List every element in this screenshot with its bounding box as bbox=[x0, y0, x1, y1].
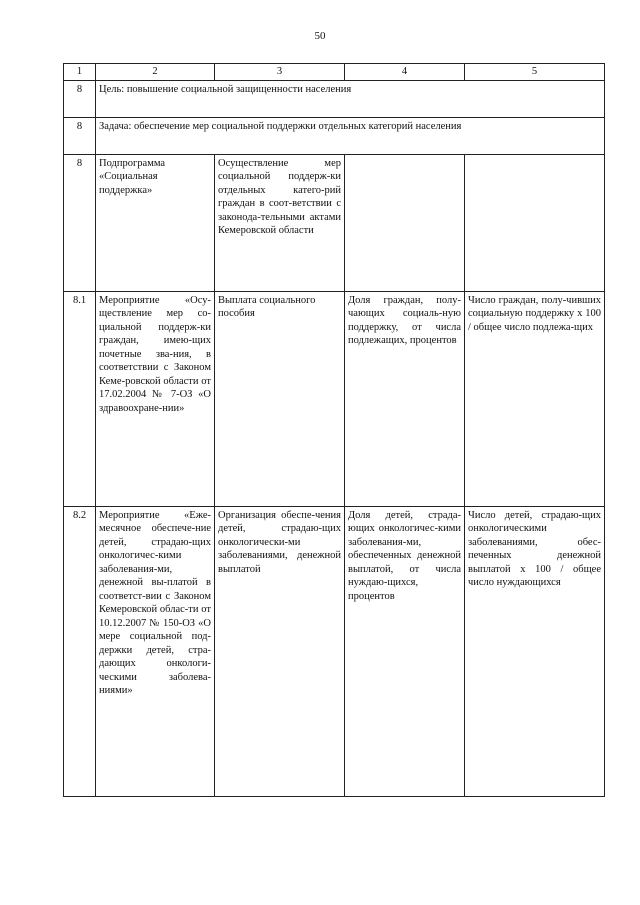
header-col-4: 4 bbox=[345, 64, 465, 81]
task-number: 8 bbox=[64, 117, 96, 154]
row-formula bbox=[465, 154, 605, 291]
row-indicator: Доля детей, страда-ющих онкологичес-кими заболевания-ми, обеспеченных денежной выплатой, от числа нуждаю-щихся, процентов bbox=[345, 506, 465, 796]
row-formula: Число детей, страдаю-щих онкологическими заболеваниями, обес-печенных денежной выплатой х 100 / общее число нуждающихся bbox=[465, 506, 605, 796]
header-col-3: 3 bbox=[215, 64, 345, 81]
indicators-table bbox=[63, 63, 605, 797]
goal-number: 8 bbox=[64, 80, 96, 117]
table-row bbox=[64, 506, 605, 796]
table-row bbox=[64, 291, 605, 506]
header-row bbox=[64, 64, 605, 81]
row-number: 8.1 bbox=[64, 291, 96, 506]
page-number: 50 bbox=[314, 30, 326, 42]
row-number: 8.2 bbox=[64, 506, 96, 796]
goal-row bbox=[64, 80, 605, 117]
row-description: Осуществление мер социальной поддерж-ки отдельных катего-рий граждан в соот-ветствии с законода-тельными актами Кемеровской области bbox=[215, 154, 345, 291]
row-program: Мероприятие «Еже-месячное обеспече-ние детей, страдаю-щих онкологичес-кими заболевания-ми, денежной вы-платой в соответст-вии с Законом Кемеровской облас-ти от 10.12.2007 № 150-ОЗ «О мере социальной под-держки детей, стра-дающих онкологи-ческими заболева-ниями» bbox=[96, 506, 215, 796]
task-text: Задача: обеспечение мер социальной поддержки отдельных категорий населения bbox=[96, 117, 605, 154]
goal-text: Цель: повышение социальной защищенности населения bbox=[96, 80, 605, 117]
row-indicator bbox=[345, 154, 465, 291]
row-indicator: Доля граждан, полу-чающих социаль-ную поддержку, от числа подлежащих, процентов bbox=[345, 291, 465, 506]
row-program: Мероприятие «Осу-ществление мер со-циальной поддерж-ки граждан, имею-щих почетные зва-ния, в соответствии с Законом Кеме-ровской области от 17.02.2004 № 7-ОЗ «О здравоохране-нии» bbox=[96, 291, 215, 506]
task-row bbox=[64, 117, 605, 154]
header-col-1: 1 bbox=[64, 64, 96, 81]
row-description: Выплата социального пособия bbox=[215, 291, 345, 506]
header-col-5: 5 bbox=[465, 64, 605, 81]
row-description: Организация обеспе-чения детей, страдаю-щих онкологически-ми заболеваниями, денежной выплатой bbox=[215, 506, 345, 796]
row-program: Подпрограмма «Социальная поддержка» bbox=[96, 154, 215, 291]
table-row bbox=[64, 154, 605, 291]
row-formula: Число граждан, полу-чивших социальную поддержку х 100 / общее число подлежа-щих bbox=[465, 291, 605, 506]
row-number: 8 bbox=[64, 154, 96, 291]
header-col-2: 2 bbox=[96, 64, 215, 81]
